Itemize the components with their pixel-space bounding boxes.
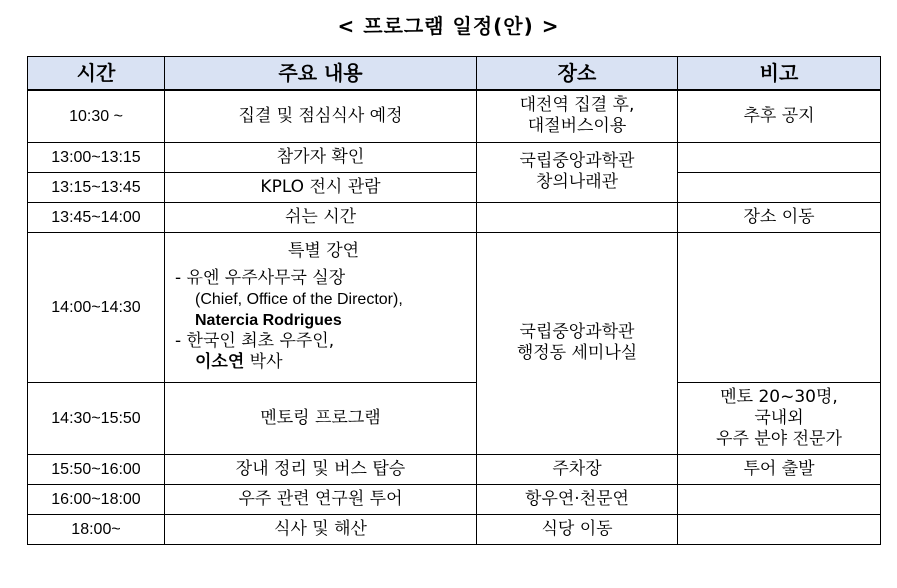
time-cell: 16:00~18:00	[28, 484, 165, 514]
note-cell: 추후 공지	[678, 90, 881, 142]
place-line: 국립중앙과학관	[519, 151, 635, 171]
note-cell	[678, 232, 881, 382]
place-line: 창의나래관	[535, 172, 619, 192]
special-heading: 특별 강연	[287, 241, 360, 261]
place-cell: 식당 이동	[477, 514, 678, 544]
time-cell: 13:15~13:45	[28, 172, 165, 202]
place-line: 행정동 세미나실	[516, 343, 638, 363]
speaker1-line: - 유엔 우주사무국 실장	[175, 268, 346, 288]
speaker1-name: Natercia Rodrigues	[195, 312, 342, 329]
place-cell	[477, 142, 678, 202]
speaker2-name: 이소연	[195, 352, 245, 372]
table-row	[28, 232, 881, 382]
content-cell: 우주 관련 연구원 투어	[165, 484, 477, 514]
special-lecture-cell	[165, 232, 477, 382]
place-cell: 항우연·천문연	[477, 484, 678, 514]
place-cell	[477, 202, 678, 232]
table-row	[28, 142, 881, 172]
table-row	[28, 382, 881, 454]
note-cell	[678, 142, 881, 172]
time-cell: 14:00~14:30	[28, 232, 165, 382]
note-cell	[678, 382, 881, 454]
speaker2-name-line	[175, 352, 472, 373]
note-line: 국내외	[754, 407, 804, 428]
time-cell: 14:30~15:50	[28, 382, 165, 454]
header-row	[28, 57, 881, 91]
table-row	[28, 90, 881, 142]
place-line: 대절버스이용	[527, 116, 627, 137]
table-row	[28, 454, 881, 484]
speaker1-title: (Chief, Office of the Director),	[195, 291, 403, 308]
time-cell: 13:45~14:00	[28, 202, 165, 232]
note-cell: 장소 이동	[678, 202, 881, 232]
place-line: 대전역 집결 후,	[519, 95, 635, 116]
table-row	[28, 514, 881, 544]
header-content: 주요 내용	[165, 57, 477, 91]
note-line: 우주 분야 전문가	[716, 428, 842, 449]
time-cell: 15:50~16:00	[28, 454, 165, 484]
note-cell: 투어 출발	[678, 454, 881, 484]
content-cell: 식사 및 해산	[165, 514, 477, 544]
table-row	[28, 484, 881, 514]
content-cell: 장내 정리 및 버스 탑승	[165, 454, 477, 484]
speaker2-suffix: 박사	[244, 352, 283, 372]
time-cell: 13:00~13:15	[28, 142, 165, 172]
note-cell	[678, 484, 881, 514]
place-cell	[477, 232, 678, 454]
content-cell: 참가자 확인	[165, 142, 477, 172]
place-cell: 주차장	[477, 454, 678, 484]
note-cell	[678, 172, 881, 202]
place-line: 국립중앙과학관	[519, 322, 635, 342]
note-line: 멘토 20~30명,	[720, 386, 838, 407]
page-title: < 프로그램 일정(안) >	[337, 14, 560, 38]
time-cell: 10:30 ~	[28, 90, 165, 142]
content-cell: 집결 및 점심식사 예정	[165, 90, 477, 142]
table-row	[28, 202, 881, 232]
table-row	[28, 172, 881, 202]
header-note: 비고	[678, 57, 881, 91]
header-place: 장소	[477, 57, 678, 91]
header-time: 시간	[28, 57, 165, 91]
note-cell	[678, 514, 881, 544]
content-cell: 멘토링 프로그램	[165, 382, 477, 454]
schedule-table	[27, 56, 881, 545]
time-cell: 18:00~	[28, 514, 165, 544]
speaker2-line: - 한국인 최초 우주인,	[175, 331, 335, 351]
place-cell	[477, 90, 678, 142]
content-cell: 쉬는 시간	[165, 202, 477, 232]
content-cell: KPLO 전시 관람	[165, 172, 477, 202]
